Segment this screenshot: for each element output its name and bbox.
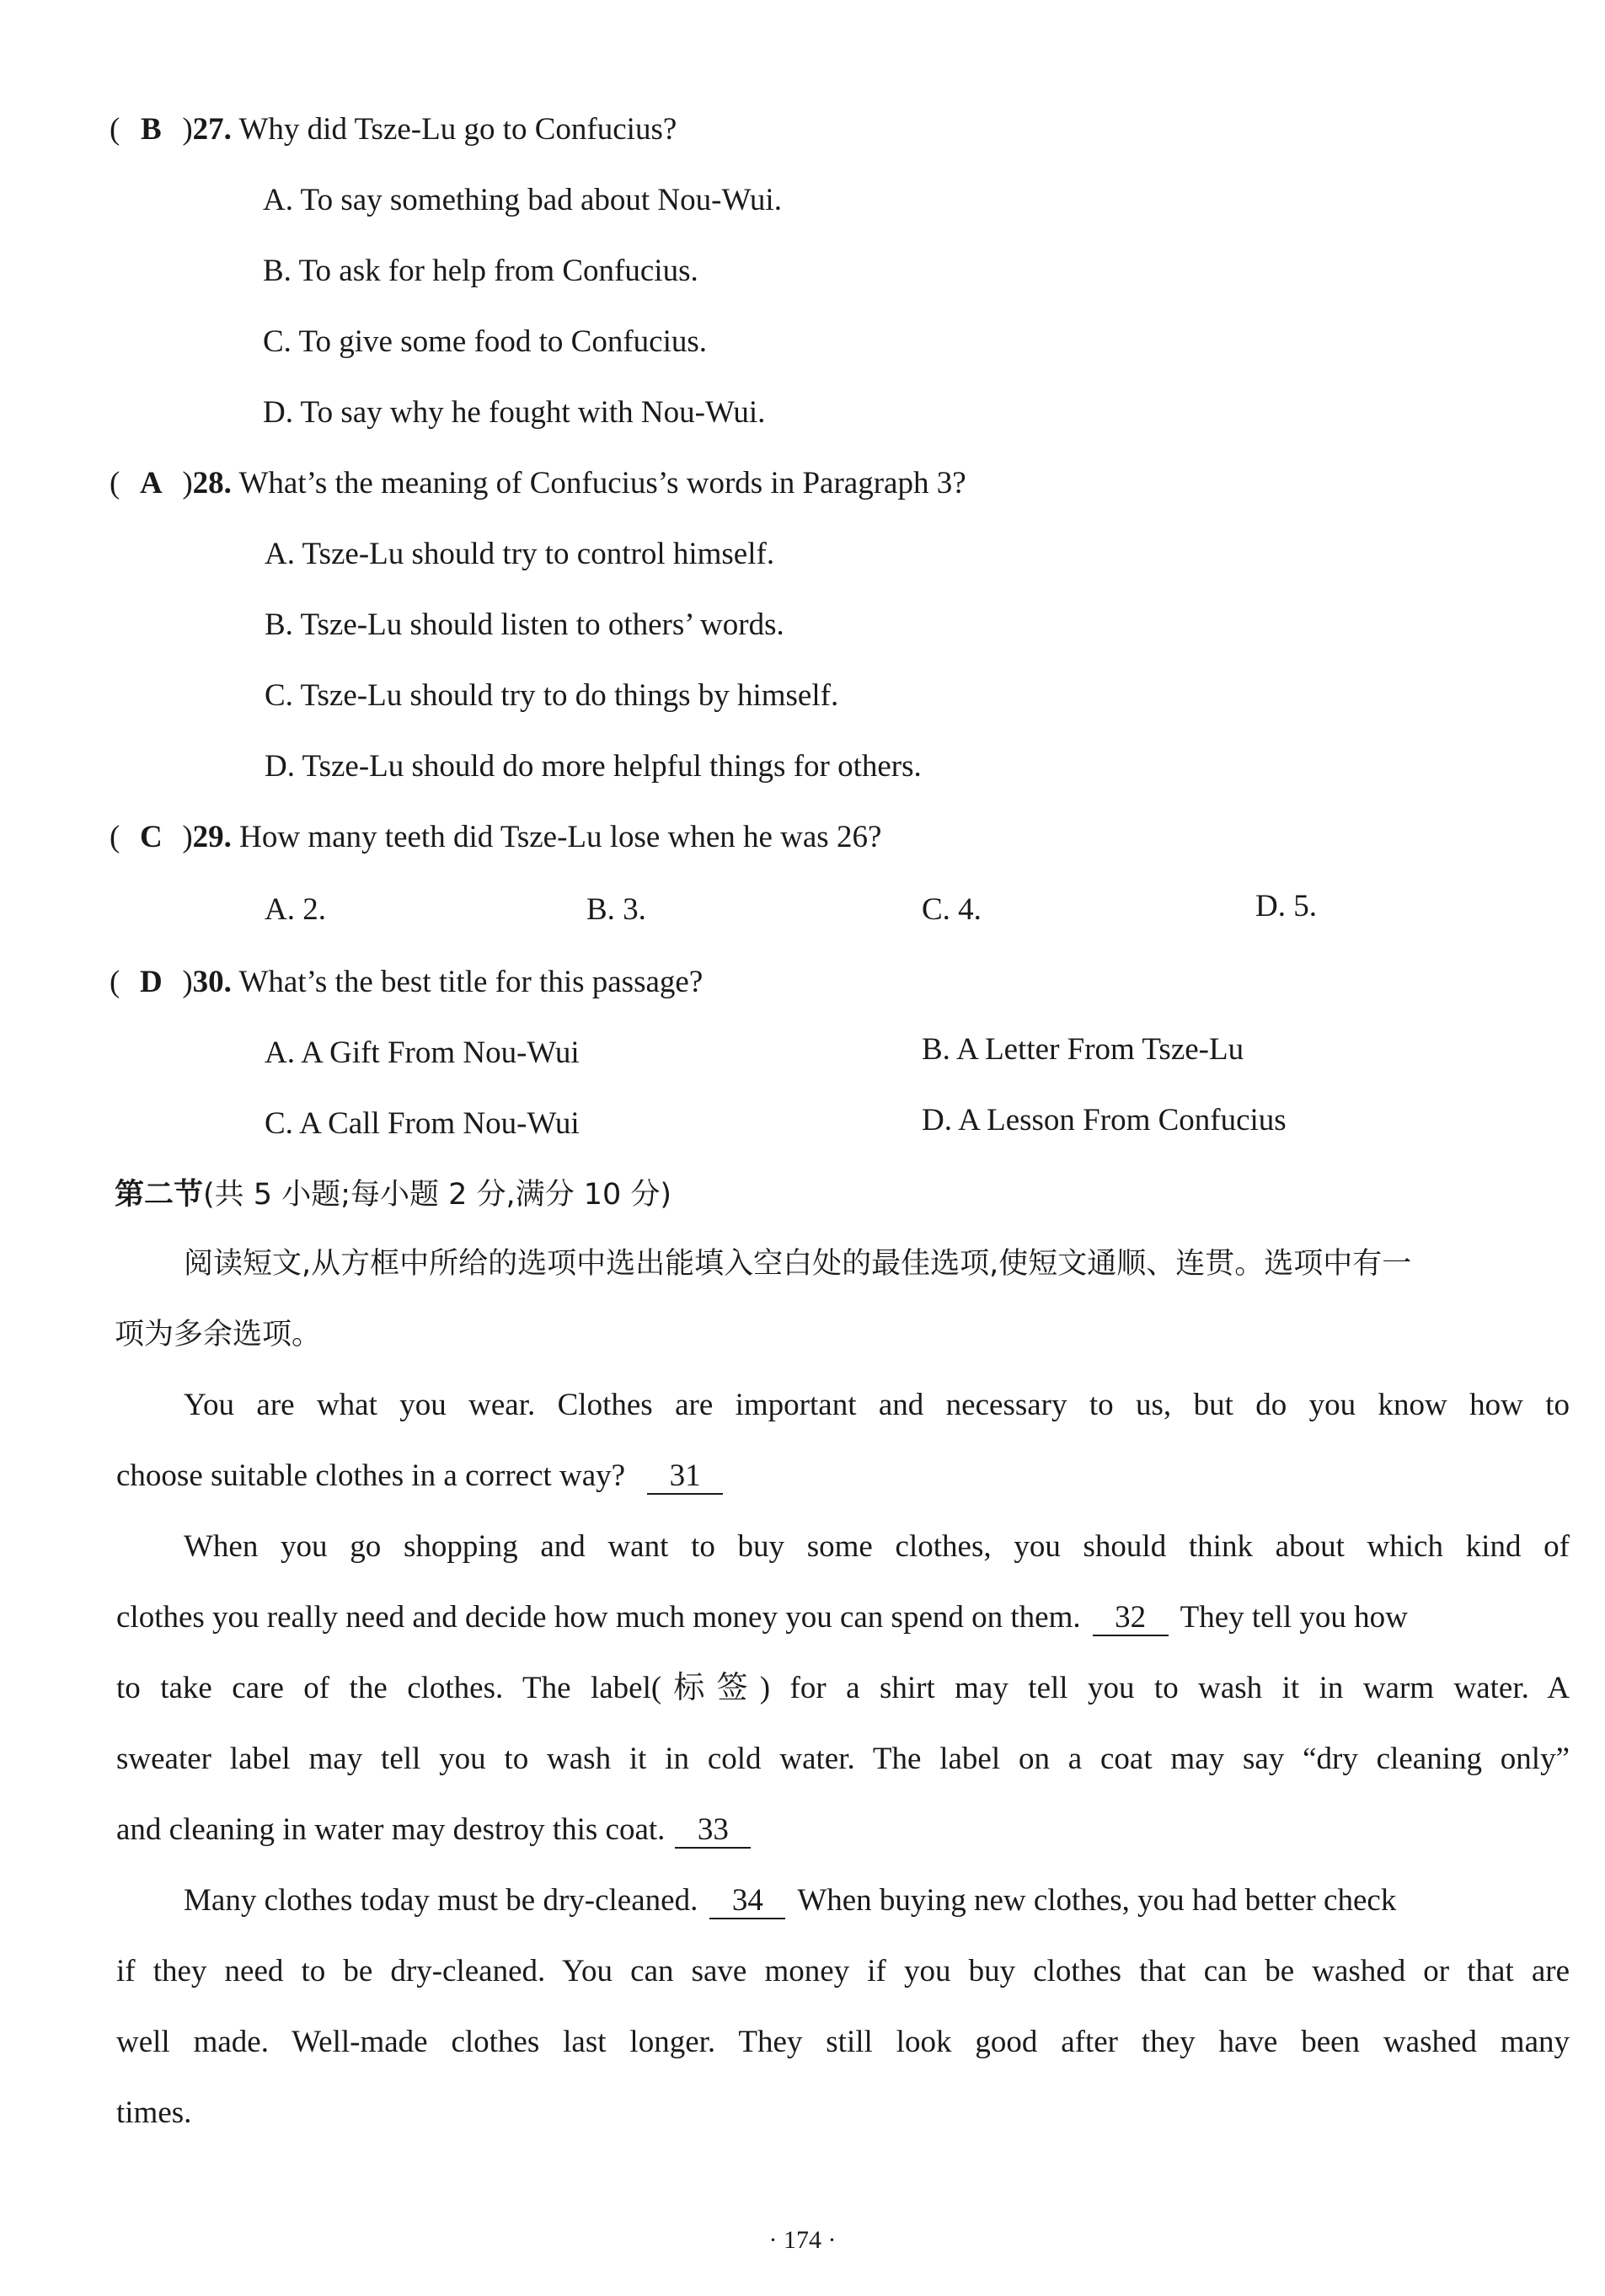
q29-option-c: C. 4. <box>922 892 982 927</box>
answer-27: B <box>140 112 162 147</box>
q28-option-c: C. Tsze-Lu should try to do things by himself. <box>265 678 839 713</box>
q30-option-c: C. A Call From Nou-Wui <box>265 1106 580 1141</box>
blank-32: 32 <box>1093 1601 1169 1636</box>
question-30-text: What’s the best title for this passage? <box>238 965 704 999</box>
q29-option-b: B. 3. <box>586 892 646 927</box>
passage-p2-line-3: to take care of the clothes. The label(标签) for a shirt may tell you to wash it in warm water. A <box>116 1671 1570 1705</box>
passage-p3-line-4: times. <box>116 2095 192 2130</box>
blank-33: 33 <box>675 1813 751 1849</box>
question-number-28: 28. <box>192 466 232 500</box>
q27-option-a: A. To say something bad about Nou-Wui. <box>263 183 782 217</box>
answer-29: C <box>139 820 163 854</box>
q27-option-b: B. To ask for help from Confucius. <box>263 254 698 288</box>
answer-28: A <box>139 466 163 500</box>
question-29-text: How many teeth did Tsze-Lu lose when he was 26? <box>239 820 882 854</box>
question-28-text: What’s the meaning of Confucius’s words in Paragraph 3? <box>238 466 966 500</box>
passage-p2-line-4: sweater label may tell you to wash it in cold water. The label on a coat may say “dry cleaning only” <box>116 1742 1570 1776</box>
question-27-text: Why did Tsze-Lu go to Confucius? <box>238 112 677 147</box>
question-27-stem: ( B )27. Why did Tsze-Lu go to Confucius? <box>110 110 677 150</box>
q28-option-d: D. Tsze-Lu should do more helpful things for others. <box>265 749 922 784</box>
question-number-30: 30. <box>192 965 232 999</box>
section-heading <box>115 1175 671 1215</box>
q27-option-d: D. To say why he fought with Nou-Wui. <box>263 395 766 430</box>
section-title: 第二节 <box>115 1178 204 1212</box>
q30-option-b: B. A Letter From Tsze-Lu <box>922 1032 1244 1067</box>
section-instruction-line-2: 项为多余选项。 <box>115 1318 322 1351</box>
question-number-29: 29. <box>192 820 232 854</box>
answer-30: D <box>139 965 163 999</box>
passage-p1-line-2: choose suitable clothes in a correct way? 31 <box>116 1456 728 1496</box>
passage-p3-line-2: if they need to be dry-cleaned. You can save money if you buy clothes that can be washed or that are <box>116 1954 1570 1988</box>
q28-option-a: A. Tsze-Lu should try to control himself. <box>265 537 775 571</box>
question-30-stem: ( D )30. What’s the best title for this passage? <box>110 962 703 1003</box>
section-note: (共 5 小题;每小题 2 分,满分 10 分) <box>203 1178 672 1212</box>
blank-34: 34 <box>709 1884 785 1919</box>
blank-31: 31 <box>647 1459 723 1495</box>
q27-option-c: C. To give some food to Confucius. <box>263 324 708 359</box>
q29-option-a: A. 2. <box>265 892 326 927</box>
q28-option-b: B. Tsze-Lu should listen to others’ words. <box>265 607 784 642</box>
q29-option-d: D. 5. <box>1255 889 1317 923</box>
page-number: · 174 · <box>768 2226 837 2254</box>
passage-p3-line-1: Many clothes today must be dry-cleaned. 34 When buying new clothes, you had better check <box>184 1883 1397 1918</box>
question-number-27: 27. <box>192 112 232 147</box>
passage-p3-line-3: well made. Well-made clothes last longer. They still look good after they have been washed many <box>116 2025 1570 2059</box>
passage-p1-line-1: You are what you wear. Clothes are important and necessary to us, but do you know how to <box>184 1388 1570 1422</box>
passage-p2-line-2: clothes you really need and decide how much money you can spend on them. 32 They tell you how <box>116 1600 1408 1635</box>
question-29-stem: ( C )29. How many teeth did Tsze-Lu lose when he was 26? <box>110 817 881 858</box>
q30-option-a: A. A Gift From Nou-Wui <box>265 1036 580 1070</box>
passage-p2-line-5: and cleaning in water may destroy this coat. 33 <box>116 1810 756 1850</box>
section-instruction-line-1: 阅读短文,从方框中所给的选项中选出能填入空白处的最佳选项,使短文通顺、连贯。选项中有一 <box>184 1247 1412 1281</box>
question-28-stem: ( A )28. What’s the meaning of Confucius’s words in Paragraph 3? <box>110 463 966 504</box>
q30-option-d: D. A Lesson From Confucius <box>922 1103 1287 1137</box>
passage-p2-line-1: When you go shopping and want to buy some clothes, you should think about which kind of <box>184 1529 1570 1564</box>
